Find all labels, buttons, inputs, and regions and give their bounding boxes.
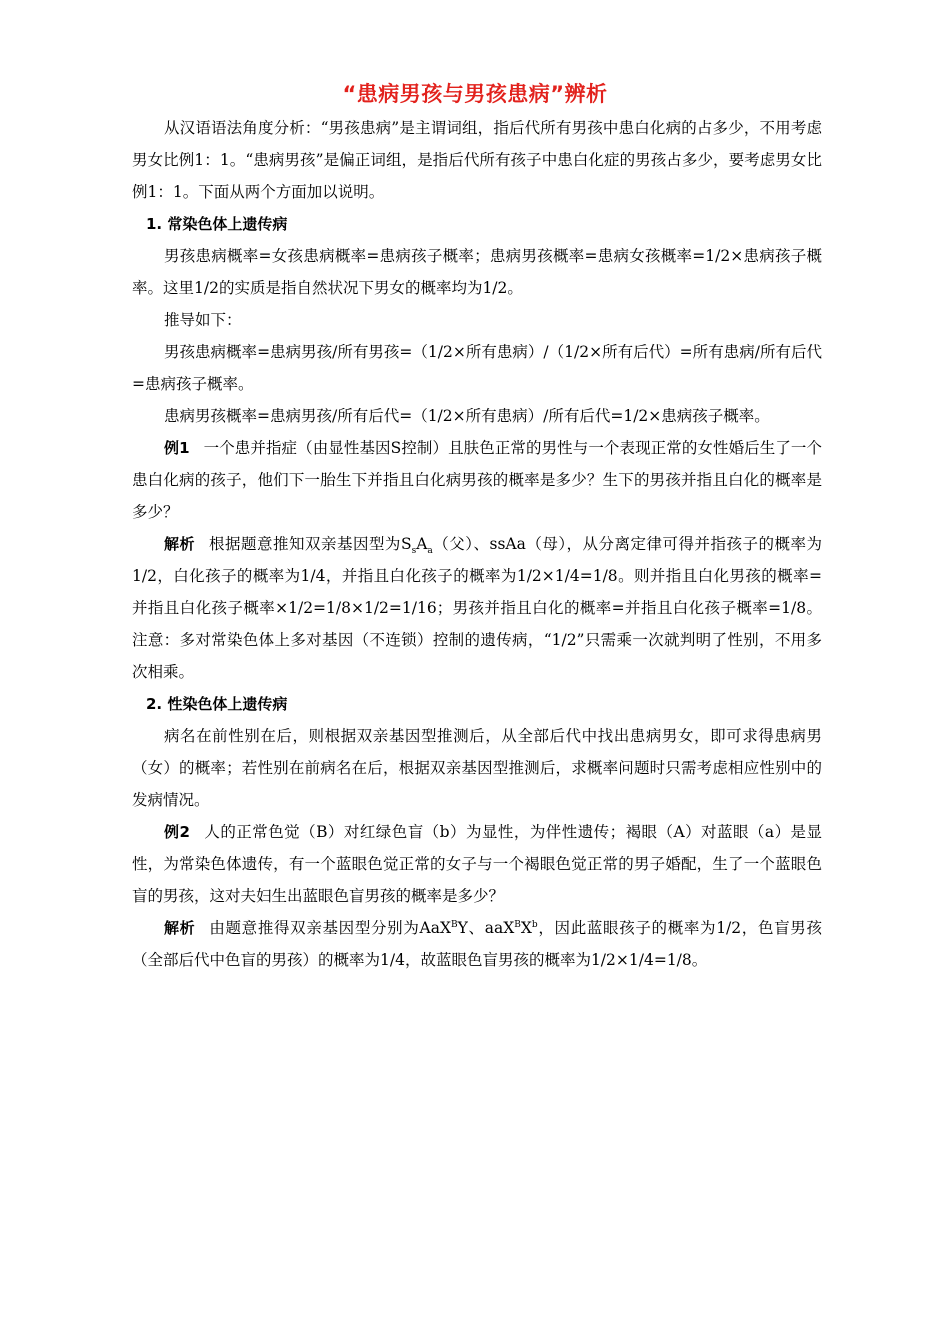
document-body: [132, 112, 822, 976]
example-2: [132, 816, 822, 912]
section1-paragraph-1: 男孩患病概率=女孩患病概率=患病孩子概率；患病男孩概率=患病女孩概率=1/2×患病孩子概率。这里1/2的实质是指自然状况下男女的概率均为1/2。: [132, 247, 822, 297]
example-1-label: 例1: [164, 439, 190, 457]
genotype-mother-tail: Y: [457, 919, 468, 937]
example-2-text: 人的正常色觉（B）对红绿色盲（b）为显性，为伴性遗传；褐眼（A）对蓝眼（a）是显性，为常染色体遗传，有一个蓝眼色觉正常的女子与一个褐眼色觉正常的男子婚配，生了一个蓝眼色盲的男孩，这对夫妇生出蓝眼色盲男孩的概率是多少？: [132, 823, 823, 905]
analysis-1: [132, 528, 822, 688]
genotype-a: A: [416, 535, 428, 553]
genotype-s: S: [400, 535, 412, 553]
analysis-2-text: ，因此蓝眼孩子的概率为1/2，色盲男孩（全部后代中色盲的男孩）的概率为1/4，故蓝眼色盲男孩的概率为1/2×1/4=1/8。: [132, 919, 822, 969]
genotype-father-superscript: B: [514, 919, 521, 930]
example-2-label: 例2: [164, 823, 190, 841]
example-1: [132, 432, 822, 528]
example-1-text: 一个患并指症（由显性基因S控制）且肤色正常的男性与一个表现正常的女性婚后生了一个患白化病的孩子，他们下一胎生下并指且白化病男孩的概率是多少？生下的男孩并指且白化的概率是多少？: [132, 439, 823, 521]
analysis-1-text: （父）、ssAa（母），从分离定律可得并指孩子的概率为1/2，白化孩子的概率为1/4，并指且白化孩子的概率为1/2×1/4=1/8。则并指且白化男孩的概率=并指且白化孩子概率×1/2=1/8×1/2=1/16；男孩并指且白化的概率=并指且白化孩子概率=1/8。注意：多对常染色体上多对基因（不连锁）控制的遗传病，“1/2”只需乘一次就判明了性别，不用多次相乘。: [132, 535, 822, 681]
genotype-mother: AaX: [419, 919, 452, 937]
section1-paragraph-4: 患病男孩概率=患病男孩/所有后代=（1/2×所有患病）/所有后代=1/2×患病孩子概率。: [164, 407, 770, 425]
genotype-s-subscript: s: [411, 546, 417, 557]
analysis-2-label: 解析: [164, 919, 196, 937]
section1-paragraph-3: 男孩患病概率=患病男孩/所有男孩=（1/2×所有患病）/（1/2×所有后代）=所有患病/所有后代=患病孩子概率。: [132, 343, 822, 393]
intro-paragraph: 从汉语语法角度分析：“男孩患病”是主谓词组，指后代所有男孩中患白化病的占多少，不用考虑男女比例1：1。“患病男孩”是偏正词组，是指后代所有孩子中患白化症的男孩占多少，要考虑男女比例1：1。下面从两个方面加以说明。: [132, 119, 822, 201]
genotype-mother-superscript: B: [451, 919, 458, 930]
genotype-father-tail: X: [520, 919, 532, 937]
genotype-a-subscript: a: [427, 546, 433, 557]
analysis-1-pre: 根据题意推知双亲基因型为: [209, 535, 401, 553]
section1-paragraph-2: 推导如下：: [164, 311, 242, 329]
genotype-father-tail-superscript: b: [531, 919, 538, 930]
section2-paragraph-1: 病名在前性别在后，则根据双亲基因型推测后，从全部后代中找出患病男女，即可求得患病男（女）的概率；若性别在前病名在后，根据双亲基因型推测后，求概率问题时只需考虑相应性别中的发病情况。: [132, 727, 822, 809]
analysis-2: [132, 912, 822, 976]
document-title: “患病男孩与男孩患病”辨析: [342, 82, 608, 106]
analysis-1-label: 解析: [164, 535, 195, 553]
section1-heading: 1. 常染色体上遗传病: [146, 215, 288, 233]
analysis-2-pre: 由题意推得双亲基因型分别为: [209, 919, 420, 937]
genotype-separator: 、: [467, 919, 485, 937]
section2-heading: 2. 性染色体上遗传病: [146, 695, 288, 713]
genotype-father: aaX: [484, 919, 515, 937]
